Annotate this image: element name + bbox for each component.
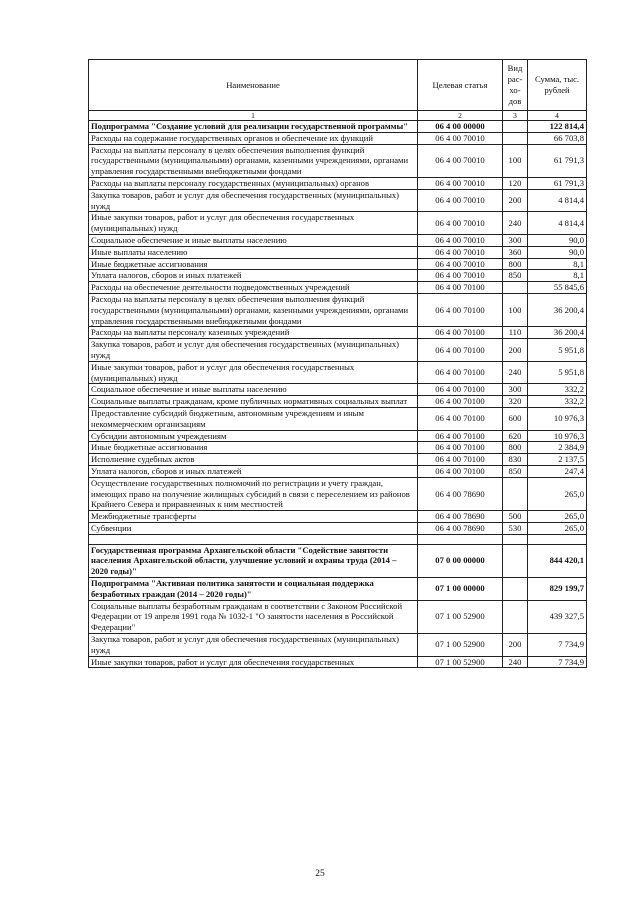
row-sum: 10 976,3	[528, 430, 587, 442]
row-sum: 90,0	[528, 246, 587, 258]
row-code: 07 1 00 52900	[418, 656, 503, 668]
row-sum: 36 200,4	[528, 293, 587, 326]
row-type	[503, 578, 528, 601]
row-sum: 90,0	[528, 234, 587, 246]
row-code: 06 4 00 78690	[418, 477, 503, 510]
row-name: Иные закупки товаров, работ и услуг для обеспечения государственных (муниципальных) нужд	[89, 361, 418, 384]
row-type: 240	[503, 656, 528, 668]
row-name: Межбюджетные трансферты	[89, 511, 418, 523]
row-type: 320	[503, 396, 528, 408]
row-code: 06 4 00 70010	[418, 177, 503, 189]
row-sum: 265,0	[528, 511, 587, 523]
header-code: Целевая статья	[418, 60, 503, 111]
row-name: Расходы на выплаты персоналу в целях обеспечения выполнения функций государственными (муниципальными) органами, казенными учреждениями, органами управления государственными внебюджетными фондами	[89, 144, 418, 177]
table-row	[89, 634, 587, 657]
row-code: 07 1 00 52900	[418, 634, 503, 657]
row-name: Предоставление субсидий бюджетным, автономным учреждениям и иным некоммерческим организациям	[89, 407, 418, 430]
table-row	[89, 578, 587, 601]
row-code: 06 4 00 70100	[418, 465, 503, 477]
row-code: 06 4 00 70100	[418, 384, 503, 396]
table-row	[89, 477, 587, 510]
row-type	[503, 600, 528, 633]
row-sum: 61 791,3	[528, 144, 587, 177]
row-type: 100	[503, 293, 528, 326]
row-type	[503, 282, 528, 294]
row-code: 06 4 00 70010	[418, 189, 503, 212]
column-number: 1	[89, 111, 418, 121]
row-type: 110	[503, 327, 528, 339]
row-type	[503, 132, 528, 144]
table-row	[89, 522, 587, 534]
row-name: Иные бюджетные ассигнования	[89, 258, 418, 270]
row-type: 300	[503, 384, 528, 396]
table-header-row	[89, 60, 587, 111]
table-row	[89, 361, 587, 384]
row-type	[503, 477, 528, 510]
row-sum: 5 951,8	[528, 361, 587, 384]
table-row	[89, 544, 587, 577]
row-sum: 55 845,6	[528, 282, 587, 294]
row-name: Социальные выплаты безработным гражданам в соответствии с Законом Российской Федерации от 19 апреля 1991 года № 1032-1 "О занятости населения в Российской Федерации"	[89, 600, 418, 633]
row-name: Расходы на обеспечение деятельности подведомственных учреждений	[89, 282, 418, 294]
row-name: Социальные выплаты гражданам, кроме публичных нормативных социальных выплат	[89, 396, 418, 408]
row-type: 830	[503, 454, 528, 466]
row-code: 06 4 00 78690	[418, 522, 503, 534]
row-type: 500	[503, 511, 528, 523]
row-code: 06 4 00 70100	[418, 430, 503, 442]
row-type: 100	[503, 144, 528, 177]
row-code: 06 4 00 70010	[418, 234, 503, 246]
row-type: 300	[503, 234, 528, 246]
table-row	[89, 121, 587, 133]
row-sum: 66 703,8	[528, 132, 587, 144]
table-row	[89, 430, 587, 442]
row-sum: 265,0	[528, 477, 587, 510]
table-row	[89, 258, 587, 270]
row-name: Государственная программа Архангельской области "Содействие занятости населения Архангельской области, улучшение условий и охраны труда (2014 – 2020 годы)"	[89, 544, 418, 577]
row-sum: 61 791,3	[528, 177, 587, 189]
row-name: Иные закупки товаров, работ и услуг для обеспечения государственных	[89, 656, 418, 668]
row-code: 06 4 00 70100	[418, 327, 503, 339]
row-code: 06 4 00 70100	[418, 339, 503, 362]
table-row	[89, 177, 587, 189]
row-name: Расходы на выплаты персоналу государственных (муниципальных) органов	[89, 177, 418, 189]
row-sum: 2 137,5	[528, 454, 587, 466]
row-type	[503, 121, 528, 133]
row-sum: 332,2	[528, 396, 587, 408]
row-type: 360	[503, 246, 528, 258]
row-code: 06 4 00 70010	[418, 270, 503, 282]
header-name: Наименование	[89, 60, 418, 111]
row-code: 06 4 00 00000	[418, 121, 503, 133]
row-code: 07 0 00 00000	[418, 544, 503, 577]
row-name: Закупка товаров, работ и услуг для обеспечения государственных (муниципальных) нужд	[89, 634, 418, 657]
row-sum: 247,4	[528, 465, 587, 477]
row-type: 200	[503, 339, 528, 362]
table-row	[89, 189, 587, 212]
row-name: Иные бюджетные ассигнования	[89, 442, 418, 454]
row-sum: 4 814,4	[528, 189, 587, 212]
row-name: Социальное обеспечение и иные выплаты населению	[89, 384, 418, 396]
row-name: Социальное обеспечение и иные выплаты населению	[89, 234, 418, 246]
row-code	[418, 534, 503, 544]
row-code: 06 4 00 70100	[418, 442, 503, 454]
row-type: 200	[503, 634, 528, 657]
row-sum: 7 734,9	[528, 656, 587, 668]
row-code: 07 1 00 52900	[418, 600, 503, 633]
row-sum: 36 200,4	[528, 327, 587, 339]
table-row	[89, 656, 587, 668]
row-name: Подпрограмма "Создание условий для реализации государственной программы"	[89, 121, 418, 133]
row-name: Субвенции	[89, 522, 418, 534]
row-code: 06 4 00 70100	[418, 396, 503, 408]
row-name: Расходы на выплаты персоналу казенных учреждений	[89, 327, 418, 339]
row-code: 06 4 00 70010	[418, 258, 503, 270]
table-row	[89, 339, 587, 362]
column-number: 3	[503, 111, 528, 121]
row-name: Иные закупки товаров, работ и услуг для обеспечения государственных (муниципальных) нужд	[89, 212, 418, 235]
row-type: 620	[503, 430, 528, 442]
row-code: 06 4 00 70100	[418, 293, 503, 326]
row-code: 06 4 00 70100	[418, 407, 503, 430]
row-name: Уплата налогов, сборов и иных платежей	[89, 465, 418, 477]
table-row	[89, 270, 587, 282]
row-code: 06 4 00 70100	[418, 282, 503, 294]
row-sum: 8,1	[528, 258, 587, 270]
table-body	[89, 121, 587, 668]
row-type: 800	[503, 442, 528, 454]
row-type: 600	[503, 407, 528, 430]
row-sum: 439 327,5	[528, 600, 587, 633]
row-name: Субсидии автономным учреждениям	[89, 430, 418, 442]
row-sum	[528, 534, 587, 544]
table-row	[89, 600, 587, 633]
row-sum: 332,2	[528, 384, 587, 396]
row-name: Расходы на содержание государственных органов и обеспечение их функций	[89, 132, 418, 144]
table-row	[89, 454, 587, 466]
row-sum: 10 976,3	[528, 407, 587, 430]
row-name: Иные выплаты населению	[89, 246, 418, 258]
table-row	[89, 465, 587, 477]
row-type: 240	[503, 212, 528, 235]
column-number: 2	[418, 111, 503, 121]
row-sum: 4 814,4	[528, 212, 587, 235]
row-sum: 2 384,9	[528, 442, 587, 454]
row-code: 06 4 00 70010	[418, 132, 503, 144]
row-type: 800	[503, 258, 528, 270]
table-row	[89, 442, 587, 454]
row-sum: 8,1	[528, 270, 587, 282]
row-sum: 844 420,1	[528, 544, 587, 577]
table-row	[89, 246, 587, 258]
table-row	[89, 293, 587, 326]
row-code: 06 4 00 70100	[418, 454, 503, 466]
row-code: 06 4 00 70010	[418, 144, 503, 177]
table-row	[89, 234, 587, 246]
table-column-numbers	[89, 111, 587, 121]
row-name: Уплата налогов, сборов и иных платежей	[89, 270, 418, 282]
row-code: 06 4 00 70100	[418, 361, 503, 384]
table-row	[89, 396, 587, 408]
row-name: Закупка товаров, работ и услуг для обеспечения государственных (муниципальных) нужд	[89, 189, 418, 212]
row-name: Исполнение судебных актов	[89, 454, 418, 466]
row-sum: 122 814,4	[528, 121, 587, 133]
row-name: Расходы на выплаты персоналу в целях обеспечения выполнения функций государственными (муниципальными) органами, казенными учреждениями, органами управления государственными внебюджетными фондами	[89, 293, 418, 326]
row-code: 06 4 00 70010	[418, 246, 503, 258]
row-type	[503, 544, 528, 577]
table-row	[89, 384, 587, 396]
table-row	[89, 212, 587, 235]
row-sum: 265,0	[528, 522, 587, 534]
row-name	[89, 534, 418, 544]
row-code: 06 4 00 78690	[418, 511, 503, 523]
row-sum: 829 199,7	[528, 578, 587, 601]
page-number: 25	[315, 869, 325, 879]
row-code: 07 1 00 00000	[418, 578, 503, 601]
header-type: Вид рас-хо-дов	[503, 60, 528, 111]
row-type: 850	[503, 270, 528, 282]
row-type: 240	[503, 361, 528, 384]
row-name: Осуществление государственных полномочий по регистрации и учету граждан, имеющих право на получение жилищных субсидий в связи с переселением из районов Крайнего Севера и приравненных к ним местностей	[89, 477, 418, 510]
table-row	[89, 511, 587, 523]
row-code: 06 4 00 70010	[418, 212, 503, 235]
budget-table	[88, 59, 587, 668]
table-row	[89, 282, 587, 294]
table-row	[89, 132, 587, 144]
row-name: Закупка товаров, работ и услуг для обеспечения государственных (муниципальных) нужд	[89, 339, 418, 362]
table-row	[89, 534, 587, 544]
column-number: 4	[528, 111, 587, 121]
row-sum: 5 951,8	[528, 339, 587, 362]
table-row	[89, 327, 587, 339]
row-sum: 7 734,9	[528, 634, 587, 657]
row-type	[503, 534, 528, 544]
row-type: 120	[503, 177, 528, 189]
table-row	[89, 407, 587, 430]
table-row	[89, 144, 587, 177]
row-type: 530	[503, 522, 528, 534]
header-sum: Сумма, тыс. рублей	[528, 60, 587, 111]
row-name: Подпрограмма "Активная политика занятости и социальная поддержка безработных граждан (2014 – 2020 годы)"	[89, 578, 418, 601]
row-type: 200	[503, 189, 528, 212]
row-type: 850	[503, 465, 528, 477]
